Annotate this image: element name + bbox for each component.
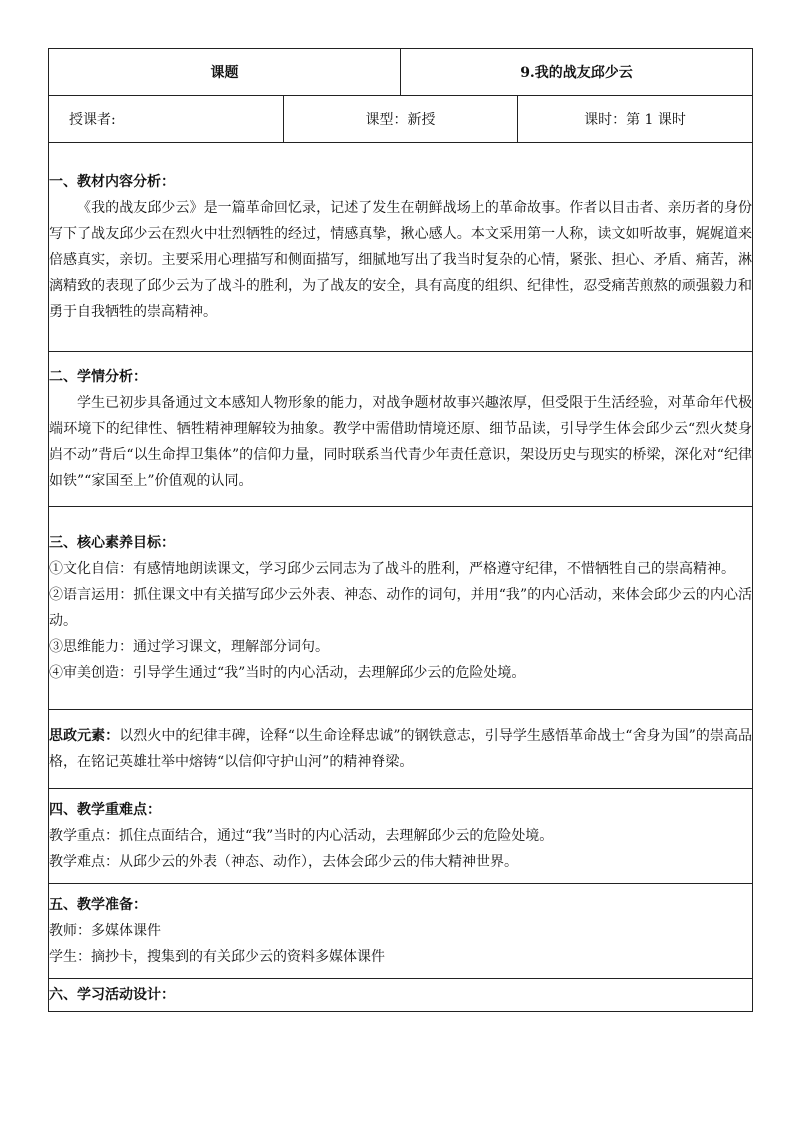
keypoints-section bbox=[49, 789, 753, 884]
keypoints-title: 四、教学重难点： bbox=[49, 802, 161, 818]
goal-item: ③思维能力：通过学习课文，理解部分词句。 bbox=[49, 639, 329, 655]
design-title: 六、学习活动设计： bbox=[49, 987, 175, 1003]
lesson-type-cell: 课型：新授 bbox=[284, 96, 518, 143]
students-text: 学生已初步具备通过文本感知人物形象的能力，对战争题材故事兴趣浓厚，但受限于生活经验，对革命年代极端环境下的纪律性、牺牲精神理解较为抽象。教学中需借助情境还原、细节品读，引导学生体会邱少云“烈火焚身岿不动”背后“以生命捍卫集体”的信仰力量，同时联系当代青少年责任意识，架设历史与现实的桥梁，深化对“纪律如铁”“家国至上”价值观的认同。 bbox=[49, 395, 752, 489]
topic-row bbox=[49, 49, 753, 96]
lesson-plan-table bbox=[48, 48, 753, 1012]
lesson-plan-page bbox=[48, 48, 752, 1012]
goal-item: ④审美创造：引导学生通过“我”当时的内心活动，去理解邱少云的危险处境。 bbox=[49, 665, 526, 681]
goal-item: ①文化自信：有感情地朗读课文，学习邱少云同志为了战斗的胜利，严格遵守纪律，不惜牺牲自己的崇高精神。 bbox=[49, 561, 735, 577]
prep-section bbox=[49, 884, 753, 979]
analysis-section bbox=[49, 143, 753, 352]
prep-title: 五、教学准备： bbox=[49, 897, 147, 913]
analysis-title: 一、教材内容分析： bbox=[49, 174, 175, 190]
meta-row bbox=[49, 96, 753, 143]
analysis-text: 《我的战友邱少云》是一篇革命回忆录，记述了发生在朝鲜战场上的革命故事。作者以目击者、亲历者的身份写下了战友邱少云在烈火中壮烈牺牲的经过，情感真挚，揪心感人。本文采用第一人称，读文如听故事，娓娓道来倍感真实，亲切。主要采用心理描写和侧面描写，细腻地写出了我当时复杂的心情，紧张、担心、矛盾、痛苦，淋漓精致的表现了邱少云为了战斗的胜利，为了战友的安全，具有高度的组织、纪律性，忍受痛苦煎熬的顽强毅力和勇于自我牺牲的崇高精神。 bbox=[49, 200, 752, 320]
prep-student: 学生：摘抄卡，搜集到的有关邱少云的资料多媒体课件 bbox=[49, 949, 385, 965]
ideology-label: 思政元素： bbox=[49, 728, 120, 744]
topic-label: 课题 bbox=[49, 49, 401, 96]
period-cell: 课时：第 1 课时 bbox=[518, 96, 753, 143]
prep-teacher: 教师：多媒体课件 bbox=[49, 923, 161, 939]
topic-value: 9.我的战友邱少云 bbox=[401, 49, 753, 96]
students-title: 二、学情分析： bbox=[49, 369, 147, 385]
teacher-cell: 授课者: bbox=[49, 96, 284, 143]
goals-section bbox=[49, 507, 753, 710]
students-section bbox=[49, 352, 753, 507]
focus-text: 教学重点：抓住点面结合，通过“我”当时的内心活动，去理解邱少云的危险处境。 bbox=[49, 828, 554, 844]
difficulty-text: 教学难点：从邱少云的外表（神态、动作），去体会邱少云的伟大精神世界。 bbox=[49, 854, 518, 870]
ideology-text bbox=[49, 723, 752, 775]
ideology-body: 以烈火中的纪律丰碑，诠释“以生命诠释忠诚”的钢铁意志，引导学生感悟革命战士“舍身为国”的崇高品格，在铭记英雄壮举中熔铸“以信仰守护山河”的精神脊梁。 bbox=[49, 728, 752, 770]
design-section bbox=[49, 979, 753, 1012]
goal-item: ②语言运用：抓住课文中有关描写邱少云外表、神态、动作的词句，并用“我”的内心活动，来体会邱少云的内心活动。 bbox=[49, 587, 752, 629]
goals-title: 三、核心素养目标： bbox=[49, 535, 175, 551]
ideology-section bbox=[49, 710, 753, 789]
